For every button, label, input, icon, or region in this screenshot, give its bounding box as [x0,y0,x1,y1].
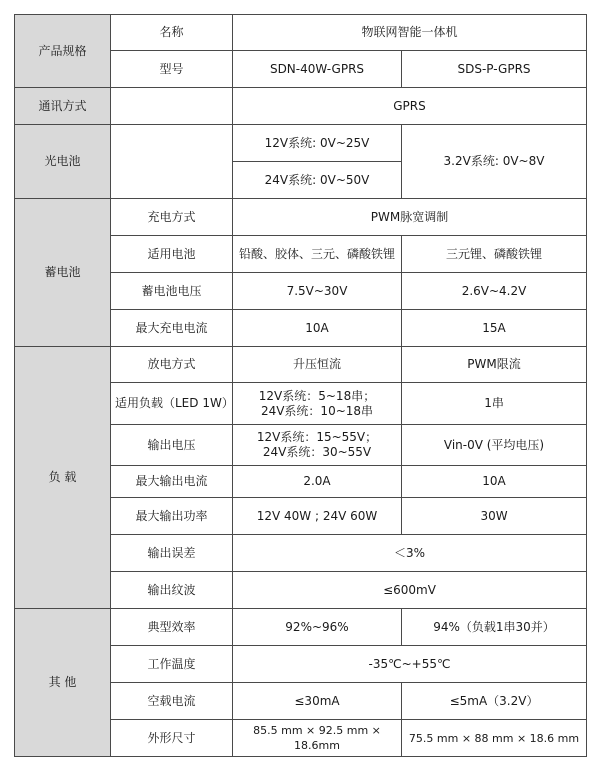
label-output-error: 输出误差 [111,535,233,572]
value-comm: GPRS [233,88,587,125]
value-battery-voltage-a: 7.5V~30V [233,273,402,310]
value-efficiency-a: 92%~96% [233,609,402,646]
value-no-load-current-b: ≤5mA（3.2V） [402,683,587,720]
table-row [15,347,587,383]
table-row [15,199,587,236]
value-dimensions-a: 85.5 mm × 92.5 mm × 18.6mm [233,720,402,757]
value-applicable-load-a-line2: 24V系统：10~18串 [260,403,374,418]
label-max-charge-current: 最大充电电流 [111,310,233,347]
label-pv-empty [111,125,233,199]
value-battery-type-a: 铅酸、胶体、三元、磷酸铁锂 [233,236,402,273]
category-load: 负 载 [15,347,111,609]
label-efficiency: 典型效率 [111,609,233,646]
table-row [15,15,587,51]
label-max-output-current: 最大输出电流 [111,466,233,498]
label-no-load-current: 空载电流 [111,683,233,720]
label-output-ripple: 输出纹波 [111,572,233,609]
value-pv-b: 3.2V系统: 0V~8V [402,125,587,199]
value-battery-voltage-b: 2.6V~4.2V [402,273,587,310]
value-pv-12v: 12V系统: 0V~25V [233,125,402,162]
label-output-voltage: 输出电压 [111,425,233,466]
label-max-output-power: 最大输出功率 [111,498,233,535]
value-dimensions-b: 75.5 mm × 88 mm × 18.6 mm [402,720,587,757]
value-pv-24v: 24V系统: 0V~50V [233,162,402,199]
label-model: 型号 [111,51,233,88]
value-charge-mode: PWM脉宽调制 [233,199,587,236]
value-max-output-power-b: 30W [402,498,587,535]
category-product-spec: 产品规格 [15,15,111,88]
category-battery: 蓄电池 [15,199,111,347]
table-row [15,88,587,125]
value-output-voltage-b: Vin-0V (平均电压) [402,425,587,466]
table-row [15,125,587,162]
label-battery-type: 适用电池 [111,236,233,273]
label-comm-empty [111,88,233,125]
label-applicable-load: 适用负载（LED 1W） [111,383,233,425]
label-discharge: 放电方式 [111,347,233,383]
value-battery-type-b: 三元锂、磷酸铁锂 [402,236,587,273]
value-output-error: ＜3% [233,535,587,572]
value-max-charge-current-b: 15A [402,310,587,347]
value-model-a: SDN-40W-GPRS [233,51,402,88]
table-row [15,609,587,646]
label-dimensions: 外形尺寸 [111,720,233,757]
value-temperature: -35℃~+55℃ [233,646,587,683]
value-max-output-current-b: 10A [402,466,587,498]
value-output-voltage-a-line1: 12V系统：15~55V； [256,430,378,444]
value-output-voltage-a-line2: 24V系统：30~55V [262,445,372,459]
value-discharge-a: 升压恒流 [233,347,402,383]
value-efficiency-b: 94%（负载1串30并） [402,609,587,646]
value-max-charge-current-a: 10A [233,310,402,347]
value-name: 物联网智能一体机 [233,15,587,51]
label-battery-voltage: 蓄电池电压 [111,273,233,310]
value-applicable-load-a-line1: 12V系统：5~18串； [258,388,376,403]
value-output-voltage-a [233,425,402,466]
value-max-output-current-a: 2.0A [233,466,402,498]
value-model-b: SDS-P-GPRS [402,51,587,88]
spec-table [14,14,587,757]
value-applicable-load-b: 1串 [402,383,587,425]
value-discharge-b: PWM限流 [402,347,587,383]
category-other: 其 他 [15,609,111,757]
value-applicable-load-a [233,383,402,425]
label-temperature: 工作温度 [111,646,233,683]
label-name: 名称 [111,15,233,51]
category-comm: 通讯方式 [15,88,111,125]
value-max-output-power-a: 12V 40W ; 24V 60W [233,498,402,535]
value-no-load-current-a: ≤30mA [233,683,402,720]
label-charge-mode: 充电方式 [111,199,233,236]
category-pv: 光电池 [15,125,111,199]
value-output-ripple: ≤600mV [233,572,587,609]
